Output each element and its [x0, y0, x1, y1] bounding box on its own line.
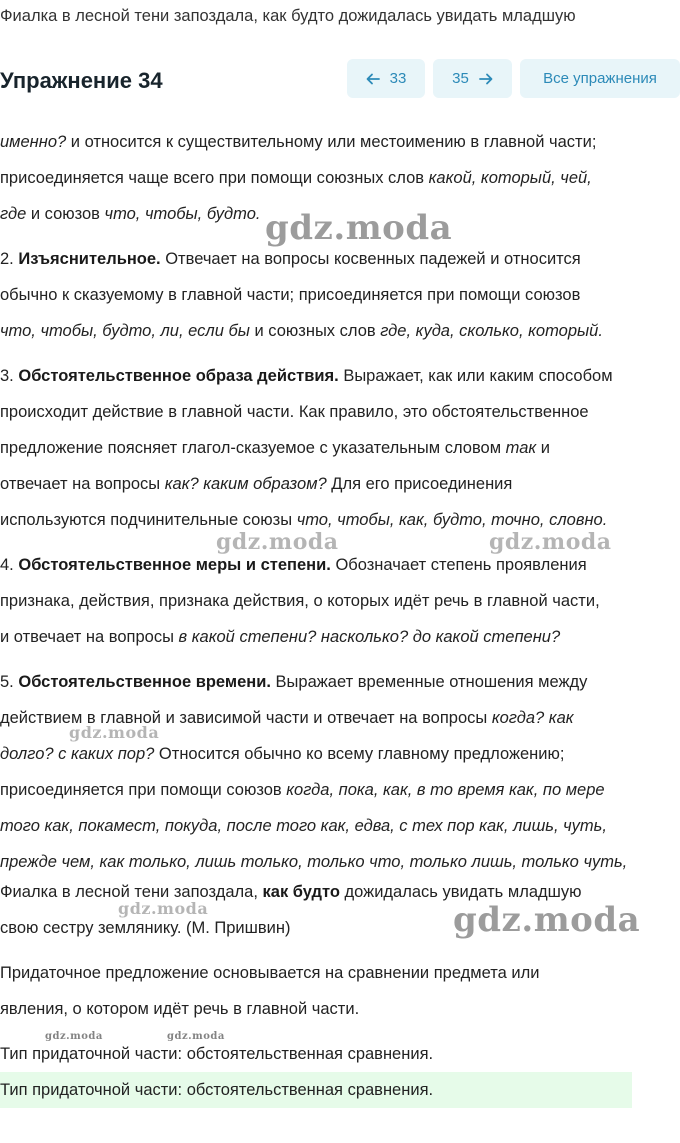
paragraph-1: именно? и относится к существительному или местоимению в главной части; присоединяется чаще всего при помощи союзных слов какой, который, чей, где и союзов что, чтобы, будто. — [0, 133, 597, 223]
watermark: gdz.moda — [167, 1031, 225, 1042]
paragraph-5: 5. Обстоятельственное времени. Выражает временные отношения между действием в главной и зависимой части и отвечает на вопросы когда? как долго? с каких пор? Относится обычно ко всему главному предложению; присоединяется при помощи союзов когда, пока, как, в то время как, по мере того как, покамест, покуда, после того как, едва, с тех пор как, лишь, чуть, прежде чем, как только, лишь только, только что, только лишь, только чуть, — [0, 673, 628, 871]
prev-exercise-label: 33 — [389, 70, 407, 87]
next-exercise-label: 35 — [452, 70, 469, 87]
clause-type-line: Тип придаточной части: обстоятельственная сравнения. — [0, 1045, 434, 1063]
paragraph-4: 4. Обстоятельственное меры и степени. Обозначает степень проявления признака, действия, признака действия, о которых идёт речь в главной части, и отвечает на вопросы в какой степени? насколько? до какой степени? — [0, 556, 600, 646]
watermark: gdz.moda — [265, 208, 453, 248]
explanation: Придаточное предложение основывается на сравнении предмета или явления, о котором идёт речь в главной части. — [0, 964, 540, 1018]
arrow-left-icon — [366, 72, 380, 86]
paragraph-3: 3. Обстоятельственное образа действия. Выражает, как или каким способом происходит действие в главной части. Как правило, это обстоятельственное предложение поясняет глагол-сказуемое с указательным словом так и отвечает на вопросы как? каким образом? Для его присоединения используются подчинительные союзы что, чтобы, как, будто, точно, словно. — [0, 367, 613, 529]
all-exercises-button[interactable] — [520, 59, 680, 98]
clipped-top-line: Фиалка в лесной тени запоздала, как будто дожидалась увидать младшую — [0, 7, 576, 25]
watermark: gdz.moda — [453, 900, 641, 940]
watermark: gdz.moda — [118, 899, 209, 918]
watermark: gdz.moda — [45, 1031, 103, 1042]
watermark: gdz.moda — [489, 529, 612, 555]
all-exercises-label: Все упражнения — [543, 70, 657, 87]
paragraph-2: 2. Изъяснительное. Отвечает на вопросы косвенных падежей и относится обычно к сказуемому в главной части; присоединяется при помощи союзов что, чтобы, будто, ли, если бы и союзных слов где, куда, сколько, который. — [0, 250, 603, 340]
watermark: gdz.moda — [216, 529, 339, 555]
watermark: gdz.moda — [69, 723, 160, 742]
exercise-title: Упражнение 34 — [0, 68, 163, 93]
prev-exercise-button[interactable] — [347, 59, 425, 98]
example-sentence: Фиалка в лесной тени запоздала, как будто дожидалась увидать младшую свою сестру землянику. (М. Пришвин) — [0, 883, 582, 937]
next-exercise-button[interactable] — [433, 59, 512, 98]
arrow-right-icon — [479, 72, 493, 86]
answer-highlight: Тип придаточной части: обстоятельственная сравнения. — [0, 1072, 632, 1108]
